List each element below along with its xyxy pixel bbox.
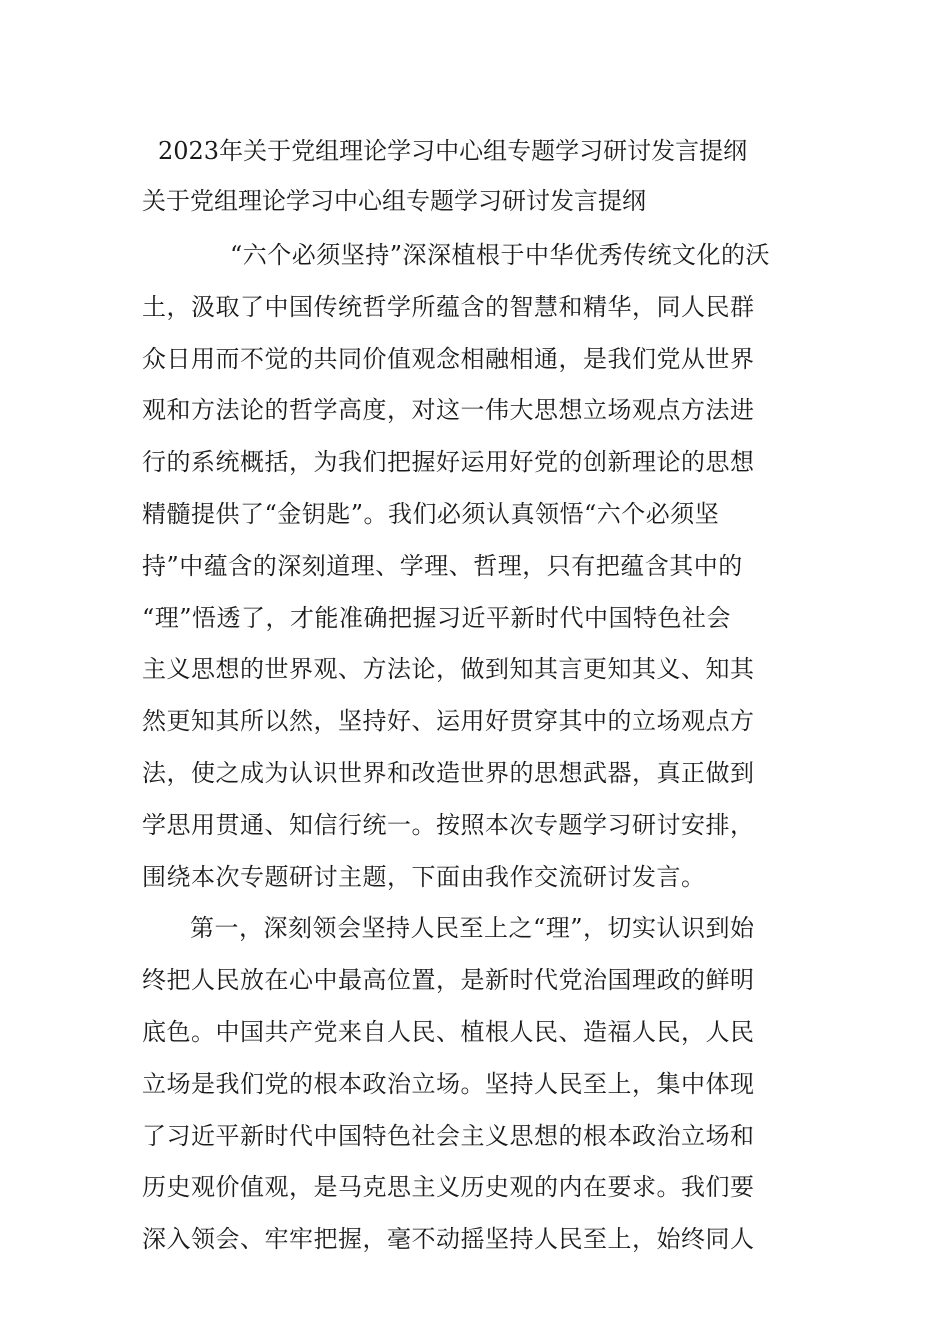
- paragraph-line: 了习近平新时代中国特色社会主义思想的根本政治立场和: [142, 1121, 755, 1150]
- document-title: 2023年关于党组理论学习中心组专题学习研讨发言提纲: [158, 137, 748, 165]
- paragraph-line: 主义思想的世界观、方法论，做到知其言更知其义、知其: [142, 655, 755, 684]
- paragraph-line: 围绕本次专题研讨主题，下面由我作交流研讨发言。: [142, 862, 706, 891]
- paragraph-line: “六个必须坚持”深深植根于中华优秀传统文化的沃: [230, 241, 771, 269]
- document-body: [142, 230, 810, 1266]
- paragraph-line: 然更知其所以然，坚持好、运用好贯穿其中的立场观点方: [142, 707, 755, 736]
- paragraph-line: 持”中蕴含的深刻道理、学理、哲理，只有把蕴含其中的: [142, 551, 743, 580]
- paragraph-line: 行的系统概括，为我们把握好运用好党的创新理论的思想: [142, 448, 755, 477]
- paragraph-line: 历史观价值观，是马克思主义历史观的内在要求。我们要: [142, 1173, 755, 1202]
- paragraph-line: 法，使之成为认识世界和改造世界的思想武器，真正做到: [142, 758, 755, 787]
- paragraph-line: 观和方法论的哲学高度，对这一伟大思想立场观点方法进: [142, 396, 755, 425]
- paragraph-line: “理”悟透了，才能准确把握习近平新时代中国特色社会: [142, 603, 732, 632]
- paragraph-line: 学思用贯通、知信行统一。按照本次专题学习研讨安排，: [142, 810, 755, 839]
- paragraph-line: 底色。中国共产党来自人民、植根人民、造福人民，人民: [142, 1017, 755, 1046]
- paragraph-line: 土，汲取了中国传统哲学所蕴含的智慧和精华，同人民群: [142, 292, 755, 321]
- document-subtitle: 关于党组理论学习中心组专题学习研讨发言提纲: [142, 187, 646, 215]
- paragraph-line: 第一，深刻领会坚持人民至上之“理”，切实认识到始: [190, 914, 755, 943]
- paragraph-line: 终把人民放在心中最高位置，是新时代党治国理政的鲜明: [142, 966, 755, 995]
- paragraph-line: 精髓提供了“金钥匙”。我们必须认真领悟“六个必须坚: [142, 499, 720, 528]
- paragraph-line: 深入领会、牢牢把握，毫不动摇坚持人民至上，始终同人: [142, 1225, 755, 1254]
- paragraph-line: 立场是我们党的根本政治立场。坚持人民至上，集中体现: [142, 1069, 755, 1098]
- paragraph-line: 众日用而不觉的共同价值观念相融相通，是我们党从世界: [142, 344, 755, 373]
